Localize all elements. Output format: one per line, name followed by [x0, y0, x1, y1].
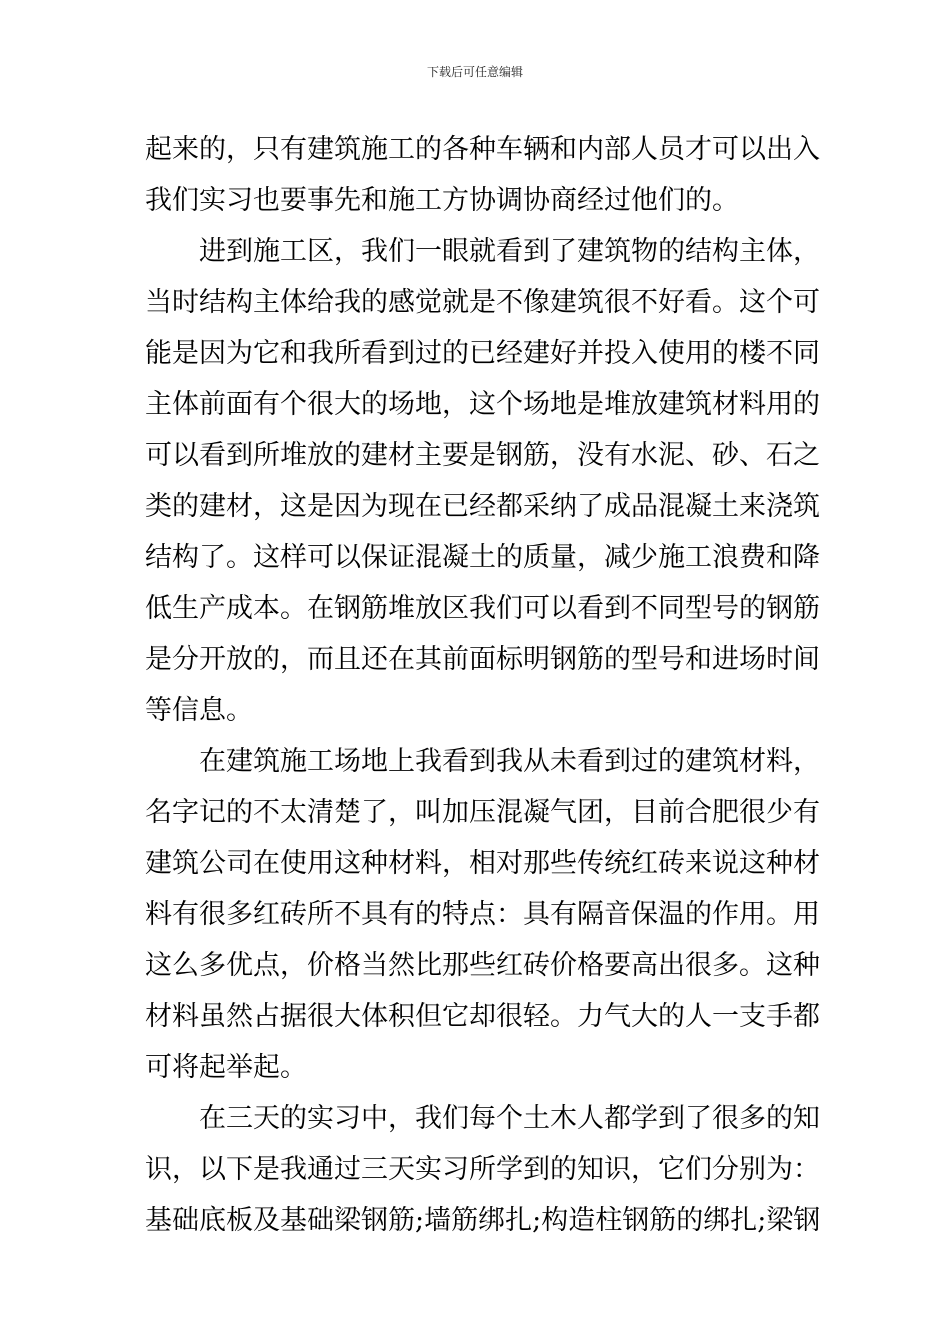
text-line: 等信息。 [145, 695, 253, 726]
text-line: 识，以下是我通过三天实习所学到的知识，它们分别为： [145, 1154, 820, 1185]
text-line: 可将起举起。 [145, 1052, 307, 1083]
page-header: 下载后可任意编辑 [426, 65, 523, 79]
text-line: 建筑公司在使用这种材料，相对那些传统红砖来说这种材 [145, 848, 820, 879]
text-line: 在建筑施工场地上我看到我从未看到过的建筑材料， [199, 746, 820, 777]
text-line: 当时结构主体给我的感觉就是不像建筑很不好看。这个可 [145, 287, 820, 318]
text-line: 材料虽然占据很大体积但它却很轻。力气大的人一支手都 [145, 1001, 820, 1032]
text-line: 主体前面有个很大的场地，这个场地是堆放建筑材料用的 [145, 389, 820, 420]
text-line: 起来的，只有建筑施工的各种车辆和内部人员才可以出入 [145, 134, 820, 165]
text-line: 结构了。这样可以保证混凝土的质量，减少施工浪费和降 [145, 542, 820, 573]
text-line: 在三天的实习中，我们每个土木人都学到了很多的知 [199, 1103, 820, 1134]
text-line: 我们实习也要事先和施工方协调协商经过他们的。 [145, 185, 739, 216]
text-line: 可以看到所堆放的建材主要是钢筋，没有水泥、砂、石之 [145, 440, 820, 471]
body-text [145, 124, 821, 1246]
text-line: 名字记的不太清楚了，叫加压混凝气团，目前合肥很少有 [145, 797, 820, 828]
text-line: 是分开放的，而且还在其前面标明钢筋的型号和进场时间 [145, 644, 820, 675]
text-line: 类的建材，这是因为现在已经都采纳了成品混凝土来浇筑 [145, 491, 820, 522]
text-line: 这么多优点，价格当然比那些红砖价格要高出很多。这种 [145, 950, 820, 981]
text-line: 能是因为它和我所看到过的已经建好并投入使用的楼不同 [145, 338, 820, 369]
text-line: 低生产成本。在钢筋堆放区我们可以看到不同型号的钢筋 [145, 593, 820, 624]
text-line: 料有很多红砖所不具有的特点：具有隔音保温的作用。用 [145, 899, 820, 930]
text-line: 进到施工区，我们一眼就看到了建筑物的结构主体， [199, 236, 820, 267]
text-line: 基础底板及基础梁钢筋;墙筋绑扎;构造柱钢筋的绑扎;梁钢 [145, 1205, 821, 1236]
